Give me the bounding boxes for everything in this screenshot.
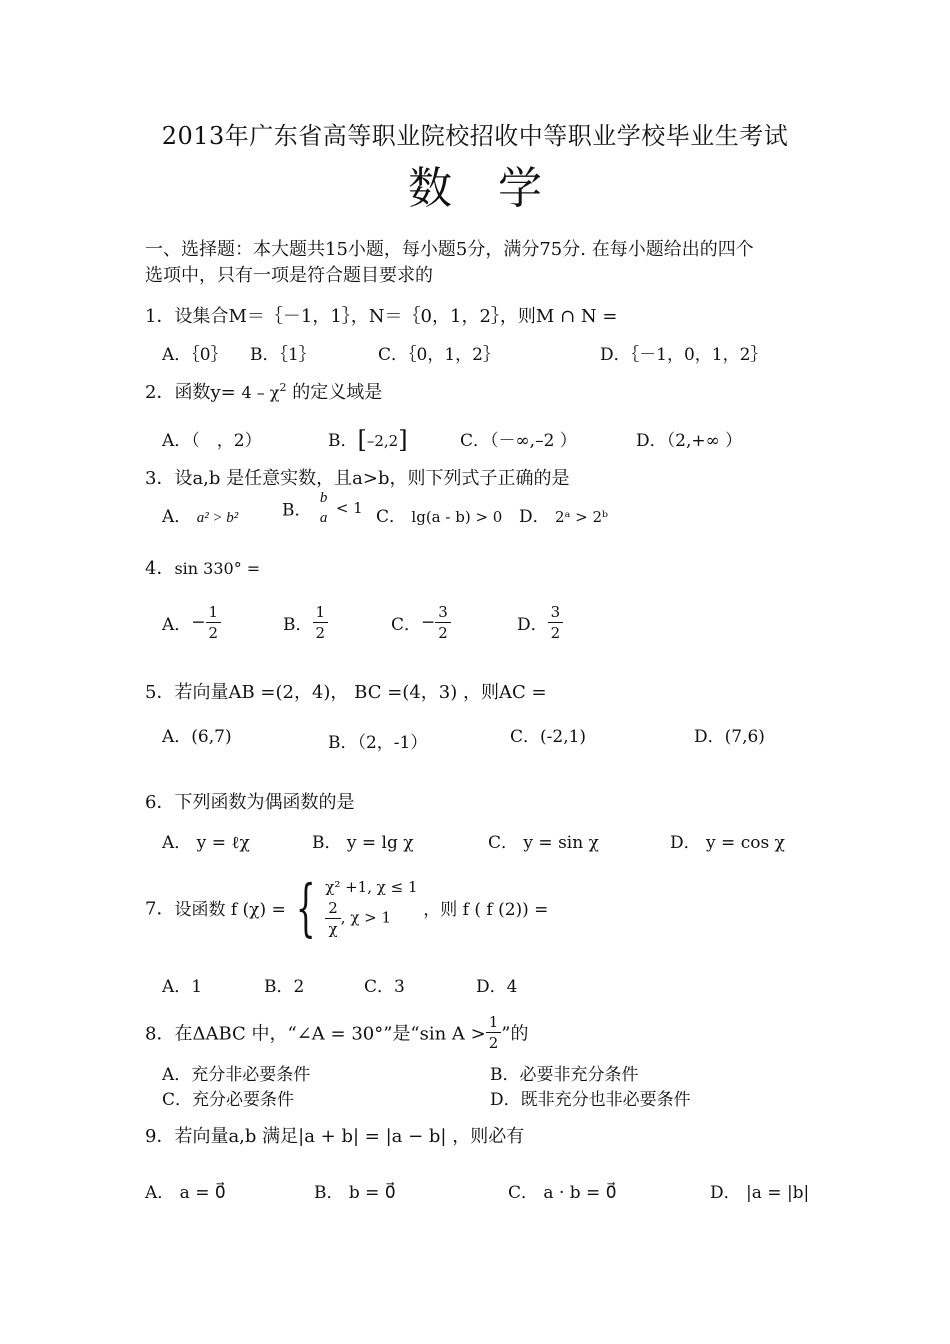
option-8d: D．既非充分也非必要条件 [490,1090,691,1110]
section-instruction-line2: 选项中，只有一项是符合题目要求的 [145,265,433,286]
fraction-denominator: 2 [208,624,219,642]
option-8b: B．必要非充分条件 [490,1065,639,1085]
option-5d: D．(7,6) [694,727,765,747]
question-stem-post: ，则 f ( f (2)) = [423,900,549,920]
question-stem-sup: 2 [279,381,287,394]
section-instruction-line1: 一、选择题：本大题共15小题，每小题5分，满分75分. 在每小题给出的四个 [145,239,754,260]
question-stem: 设集合M＝｛－1，1｝，N＝｛0，1，2｝，则M ∩ N = [174,306,618,327]
question-stem-pre: 在ΔABC 中，“∠A = 30°”是“sin A > [174,1023,486,1045]
option-label: D． [519,507,550,527]
option-label: B． [328,431,358,451]
fraction-numerator: 1 [313,602,329,623]
fraction-denominator: χ [328,920,338,938]
fraction-numerator: 2 [325,898,341,919]
option-4a [162,602,221,643]
question-stem: 下列函数为偶函数的是 [174,792,355,813]
option-label: B． [283,615,313,635]
option-4b [283,602,328,643]
question-8 [145,1012,529,1053]
fraction-numerator: 1 [206,602,222,623]
question-6 [145,788,354,814]
question-stem: sin 330° = [174,559,261,578]
question-4 [145,554,260,580]
question-number: 2． [145,382,175,403]
fraction-numerator: 3 [435,602,451,623]
option-label: A． [162,615,192,635]
question-number: 3． [145,468,175,489]
fraction-sign: − [421,612,436,633]
question-number: 4． [145,558,175,579]
option-5c: C．(-2,1) [510,727,587,747]
option-math: a² > b² [196,510,239,526]
option-1c: C．｛0，1，2｝ [378,345,500,365]
option-4d [517,602,563,643]
fraction-denominator: 2 [550,624,561,642]
piecewise-condition: , χ > 1 [340,908,392,927]
question-stem: 若向量a,b 满足|a + b| = |a − b| ，则必有 [174,1126,525,1147]
question-number: 9． [145,1126,175,1147]
fraction-numerator: 3 [548,602,564,623]
option-math: –2,2 [366,432,399,450]
question-stem-pre: 函数y= [174,382,236,403]
option-6b: B． y = lg χ [312,833,414,853]
option-9b: B． b = 0⃗ [314,1183,396,1203]
option-7a: A．1 [162,977,203,997]
question-5 [145,678,547,704]
option-math: < 1 [335,499,363,517]
option-label: C． [376,507,407,527]
fraction-denominator: 2 [438,624,448,642]
question-number: 8． [145,1023,175,1045]
fraction-numerator: 1 [486,1012,502,1033]
option-6c: C． y = sin χ [488,833,599,853]
question-3 [145,464,570,490]
option-2d: D．（2,+∞ ） [636,431,743,451]
piecewise-case-2 [325,898,417,939]
question-number: 7． [145,898,175,920]
option-3c [376,502,502,527]
question-number: 1． [145,306,175,327]
option-label: D． [517,615,548,635]
question-stem-pre: 设函数 f (χ) = [174,900,286,920]
option-7d: D．4 [476,977,518,997]
piecewise-definition [325,876,417,939]
question-stem-math: 4 – χ [241,383,280,402]
question-1 [145,302,617,328]
option-9d: D． |a = |b| [710,1183,810,1203]
piecewise-brace: { [295,870,316,944]
question-stem: 若向量AB =(2，4)， BC =(4，3) ，则AC = [174,682,547,703]
option-8a: A．充分非必要条件 [162,1065,311,1085]
question-9 [145,1122,524,1148]
option-2b: B．[–2,2] [328,426,408,454]
fraction-sign: − [191,612,206,633]
exam-title: 2013年广东省高等职业院校招收中等职业学校毕业生考试 [161,122,789,150]
option-1b: B．｛1｝ [250,345,316,365]
option-math: lg(a - b) > 0 [411,508,503,526]
question-number: 5． [145,682,175,703]
option-9a: A． a = 0⃗ [145,1183,226,1203]
option-math: 2ᵃ > 2ᵇ [555,508,609,526]
option-label: C． [391,615,422,635]
option-5a: A．(6,7) [162,727,232,747]
option-3a [162,502,238,527]
option-4c [391,602,451,643]
option-5b: B．（2，-1） [328,733,428,753]
fraction-denominator: 2 [315,624,326,642]
subject-heading: 数学 [408,163,588,214]
question-number: 6． [145,792,175,813]
question-stem-post: ”的 [501,1023,529,1045]
question-7 [145,870,549,944]
option-8c: C．充分必要条件 [162,1090,295,1110]
option-1a: A．｛0｝ [162,345,228,365]
piecewise-case-1: χ² +1, χ ≤ 1 [325,878,418,896]
question-stem: 设a,b 是任意实数，且a>b，则下列式子正确的是 [174,468,570,489]
fraction-numerator: b [319,490,328,506]
fraction-denominator: 2 [488,1034,499,1052]
option-label: A． [162,507,192,527]
option-6a: A． y = ℓχ [162,833,250,853]
option-9c: C． a · b = 0⃗ [508,1183,617,1203]
option-6d: D． y = cos χ [670,833,785,853]
option-2c: C．（－∞,–2 ） [460,431,577,451]
question-stem-post: 的定义域是 [292,382,383,403]
option-3b [282,488,363,528]
option-label: B． [282,500,312,521]
fraction-denominator: a [319,510,328,526]
option-3d [519,502,608,527]
option-7c: C．3 [364,977,405,997]
question-2 [145,378,382,404]
option-7b: B．2 [264,977,305,997]
option-2a: A．（ ，2） [162,431,262,451]
option-1d: D．｛－1，0，1，2｝ [600,345,768,365]
